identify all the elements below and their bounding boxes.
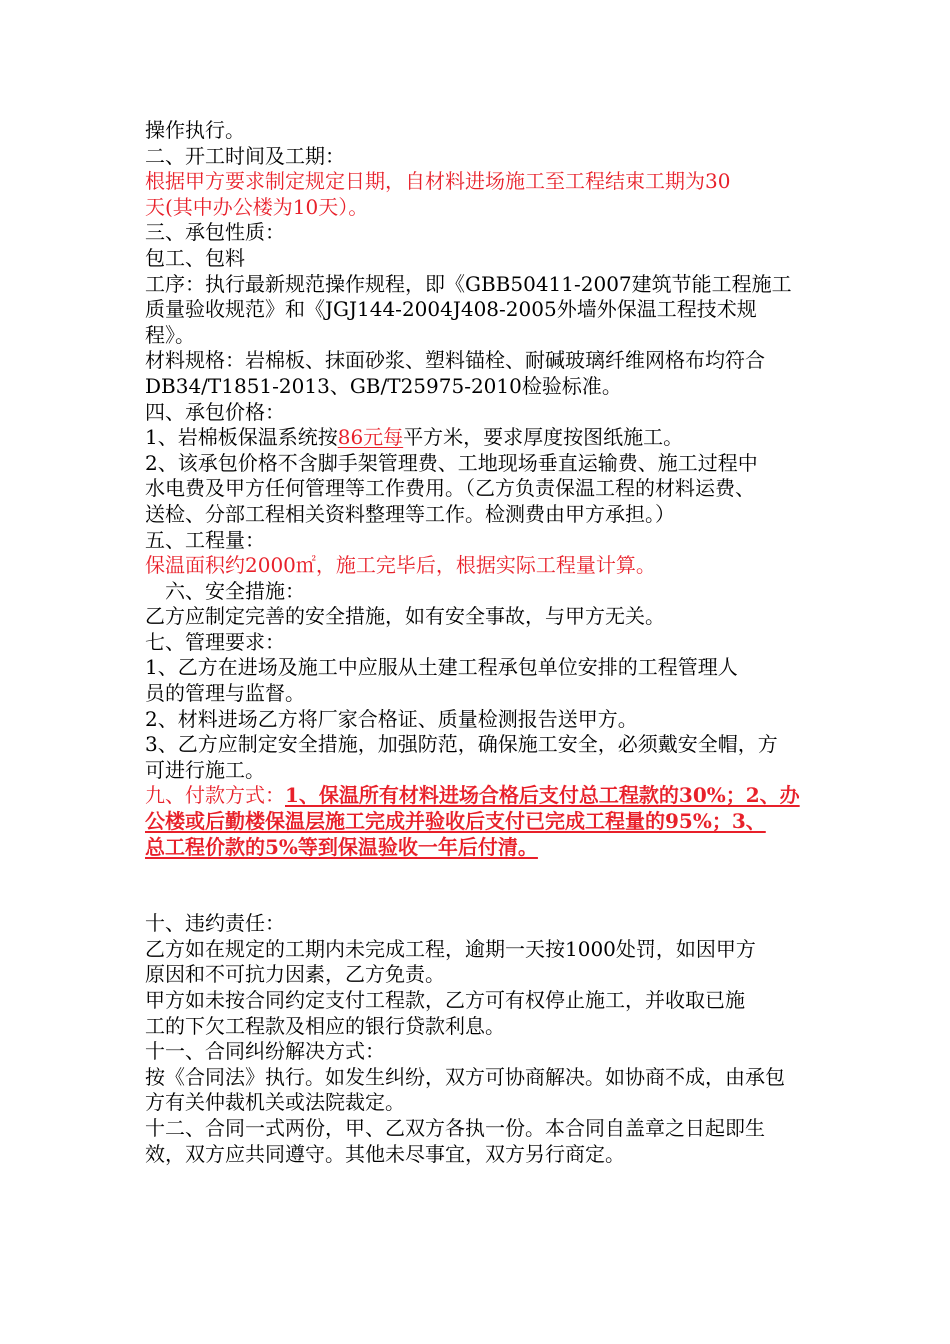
text-line-red: 保温面积约2000㎡，施工完毕后，根据实际工程量计算。 (145, 553, 656, 578)
text-line: 按《合同法》执行。如发生纠纷，双方可协商解决。如协商不成，由承包 (145, 1064, 785, 1089)
text-line: 水电费及甲方任何管理等工作费用。（乙方负责保温工程的材料运费、 (145, 476, 755, 501)
section-heading-management: 七、管理要求： (145, 629, 285, 654)
text-line: 1、乙方在进场及施工中应服从土建工程承包单位安排的工程管理人 (145, 655, 738, 680)
unit-price: 86元每 (337, 425, 404, 450)
section-heading-payment: 九、付款方式： (145, 783, 285, 808)
section-heading-price: 四、承包价格： (145, 399, 285, 424)
text-line: 十二、合同一式两份，甲、乙双方各执一份。本合同自盖章之日起即生 (145, 1115, 765, 1140)
text-line: 乙方应制定完善的安全措施，如有安全事故，与甲方无关。 (145, 604, 665, 629)
payment-terms: 总工程价款的5%等到保温验收一年后付清。 (145, 834, 538, 859)
text-line: 原因和不可抗力因素，乙方免责。 (145, 962, 445, 987)
text-line: 2、该承包价格不含脚手架管理费、工地现场垂直运输费、施工过程中 (145, 450, 758, 475)
text-line: 送检、分部工程相关资料整理等工作。检测费由甲方承担。） (145, 501, 675, 526)
payment-line (145, 809, 820, 835)
price-line (145, 425, 820, 451)
section-heading-contract-nature: 三、承包性质： (145, 220, 285, 245)
text-line: 可进行施工。 (145, 757, 265, 782)
text-line-red: 根据甲方要求制定规定日期，自材料进场施工至工程结束工期为30 (145, 169, 731, 194)
section-heading-start-time: 二、开工时间及工期： (145, 143, 345, 168)
text-line: 工的下欠工程款及相应的银行贷款利息。 (145, 1013, 505, 1038)
text-line: 方有关仲裁机关或法院裁定。 (145, 1090, 405, 1115)
text-line: 质量验收规范》和《JGJ144-2004J408-2005外墙外保温工程技术规 (145, 297, 757, 322)
blank-gap (145, 860, 820, 911)
text-line: DB34/T1851-2013、GB/T25975-2010检验标准。 (145, 373, 622, 398)
text-line: 操作执行。 (145, 118, 245, 142)
text-line: 2、材料进场乙方将厂家合格证、质量检测报告送甲方。 (145, 706, 638, 731)
text-line: 效，双方应共同遵守。其他未尽事宜，双方另行商定。 (145, 1141, 625, 1166)
payment-line (145, 783, 820, 809)
payment-terms: 1、保温所有材料进场合格后支付总工程款的30%；2、办 (285, 783, 800, 808)
price-prefix: 1、岩棉板保温系统按 (145, 425, 338, 450)
section-heading-quantity: 五、工程量： (145, 527, 265, 552)
section-heading-dispute: 十一、合同纠纷解决方式： (145, 1039, 385, 1064)
section-heading-liability: 十、违约责任： (145, 911, 285, 936)
text-line: 材料规格：岩棉板、抹面砂浆、塑料锚栓、耐碱玻璃纤维网格布均符合 (145, 348, 765, 373)
text-line: 程》。 (145, 322, 195, 347)
contract-body (145, 118, 820, 1167)
text-line: 包工、包料 (145, 245, 245, 270)
text-line: 3、乙方应制定安全措施，加强防范，确保施工安全，必须戴安全帽，方 (145, 732, 778, 757)
text-line: 甲方如未按合同约定支付工程款，乙方可有权停止施工，并收取已施 (145, 988, 745, 1012)
payment-line (145, 835, 820, 861)
text-line: 工序：执行最新规范操作规程，即《GBB50411-2007建筑节能工程施工 (145, 271, 792, 296)
text-line-red: 天(其中办公楼为10天）。 (145, 194, 369, 219)
section-heading-safety: 六、安全措施： (165, 578, 305, 603)
payment-terms: 公楼或后勤楼保温层施工完成并验收后支付已完成工程量的95%；3、 (145, 809, 766, 834)
text-line: 乙方如在规定的工期内未完成工程，逾期一天按1000处罚，如因甲方 (145, 936, 756, 961)
price-suffix: 平方米，要求厚度按图纸施工。 (403, 425, 684, 450)
text-line: 员的管理与监督。 (145, 681, 305, 706)
